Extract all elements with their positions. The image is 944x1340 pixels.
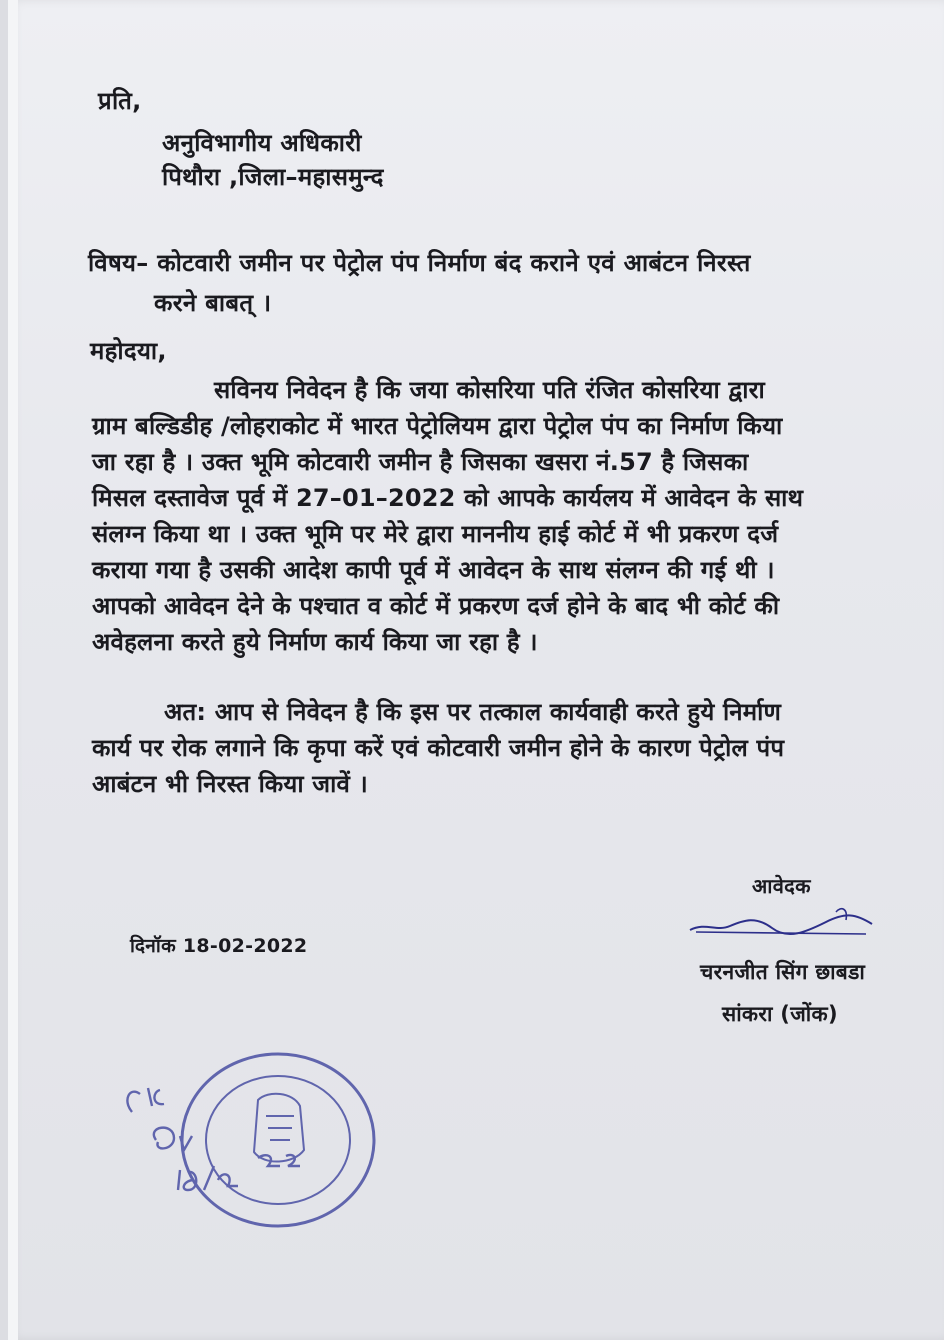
request-line: आबंटन भी निरस्त किया जावें । <box>92 770 368 798</box>
handwritten-signature <box>686 902 876 942</box>
applicant-place: सांकरा (जोंक) <box>722 1002 838 1026</box>
addressee-line-2: पिथौरा ,जिला–महासमुन्द <box>162 163 384 191</box>
office-received-stamp <box>118 1040 388 1240</box>
subject-line-2: करने बाबत् । <box>154 289 272 317</box>
greeting: महोदया, <box>90 337 167 365</box>
body-line: संलग्न किया था । उक्त भूमि पर मेरे द्वारा माननीय हाई कोर्ट में भी प्रकरण दर्ज <box>92 520 779 548</box>
body-line: मिसल दस्तावेज पूर्व में 27–01–2022 को आपके कार्यलय में आवेदन के साथ <box>92 484 804 512</box>
body-line: सविनय निवेदन है कि जया कोसरिया पति रंजित कोसरिया द्वारा <box>214 376 765 404</box>
request-paragraph <box>92 694 882 802</box>
applicant-label: आवेदक <box>752 874 811 898</box>
request-line: कार्य पर रोक लगाने कि कृपा करें एवं कोटवारी जमीन होने के कारण पेट्रोल पंप <box>92 734 785 762</box>
body-line: जा रहा है । उक्त भूमि कोटवारी जमीन है जिसका खसरा नं.57 है जिसका <box>92 448 749 476</box>
body-line: ग्राम बल्डिडीह /लोहराकोट में भारत पेट्रोलियम द्वारा पेट्रोल पंप का निर्माण किया <box>92 412 783 440</box>
body-line: अवेहलना करते हुये निर्माण कार्य किया जा रहा है । <box>92 628 538 656</box>
subject-line-1: विषय– कोटवारी जमीन पर पेट्रोल पंप निर्माण बंद कराने एवं आबंटन निरस्त <box>88 249 751 277</box>
paper-edge <box>8 0 18 1340</box>
addressee-line-1: अनुविभागीय अधिकारी <box>162 129 362 157</box>
request-line: अत: आप से निवेदन है कि इस पर तत्काल कार्यवाही करते हुये निर्माण <box>164 698 782 726</box>
body-line: आपको आवेदन देने के पश्चात व कोर्ट में प्रकरण दर्ज होने के बाद भी कोर्ट की <box>92 592 780 620</box>
applicant-name: चरनजीत सिंग छाबडा <box>700 960 866 984</box>
body-paragraph <box>92 372 882 660</box>
letter-date: दिनॉक 18-02-2022 <box>130 935 308 957</box>
body-line: कराया गया है उसकी आदेश कापी पूर्व में आवेदन के साथ संलग्न की गई थी । <box>92 556 775 584</box>
salutation-to: प्रति, <box>98 87 142 115</box>
